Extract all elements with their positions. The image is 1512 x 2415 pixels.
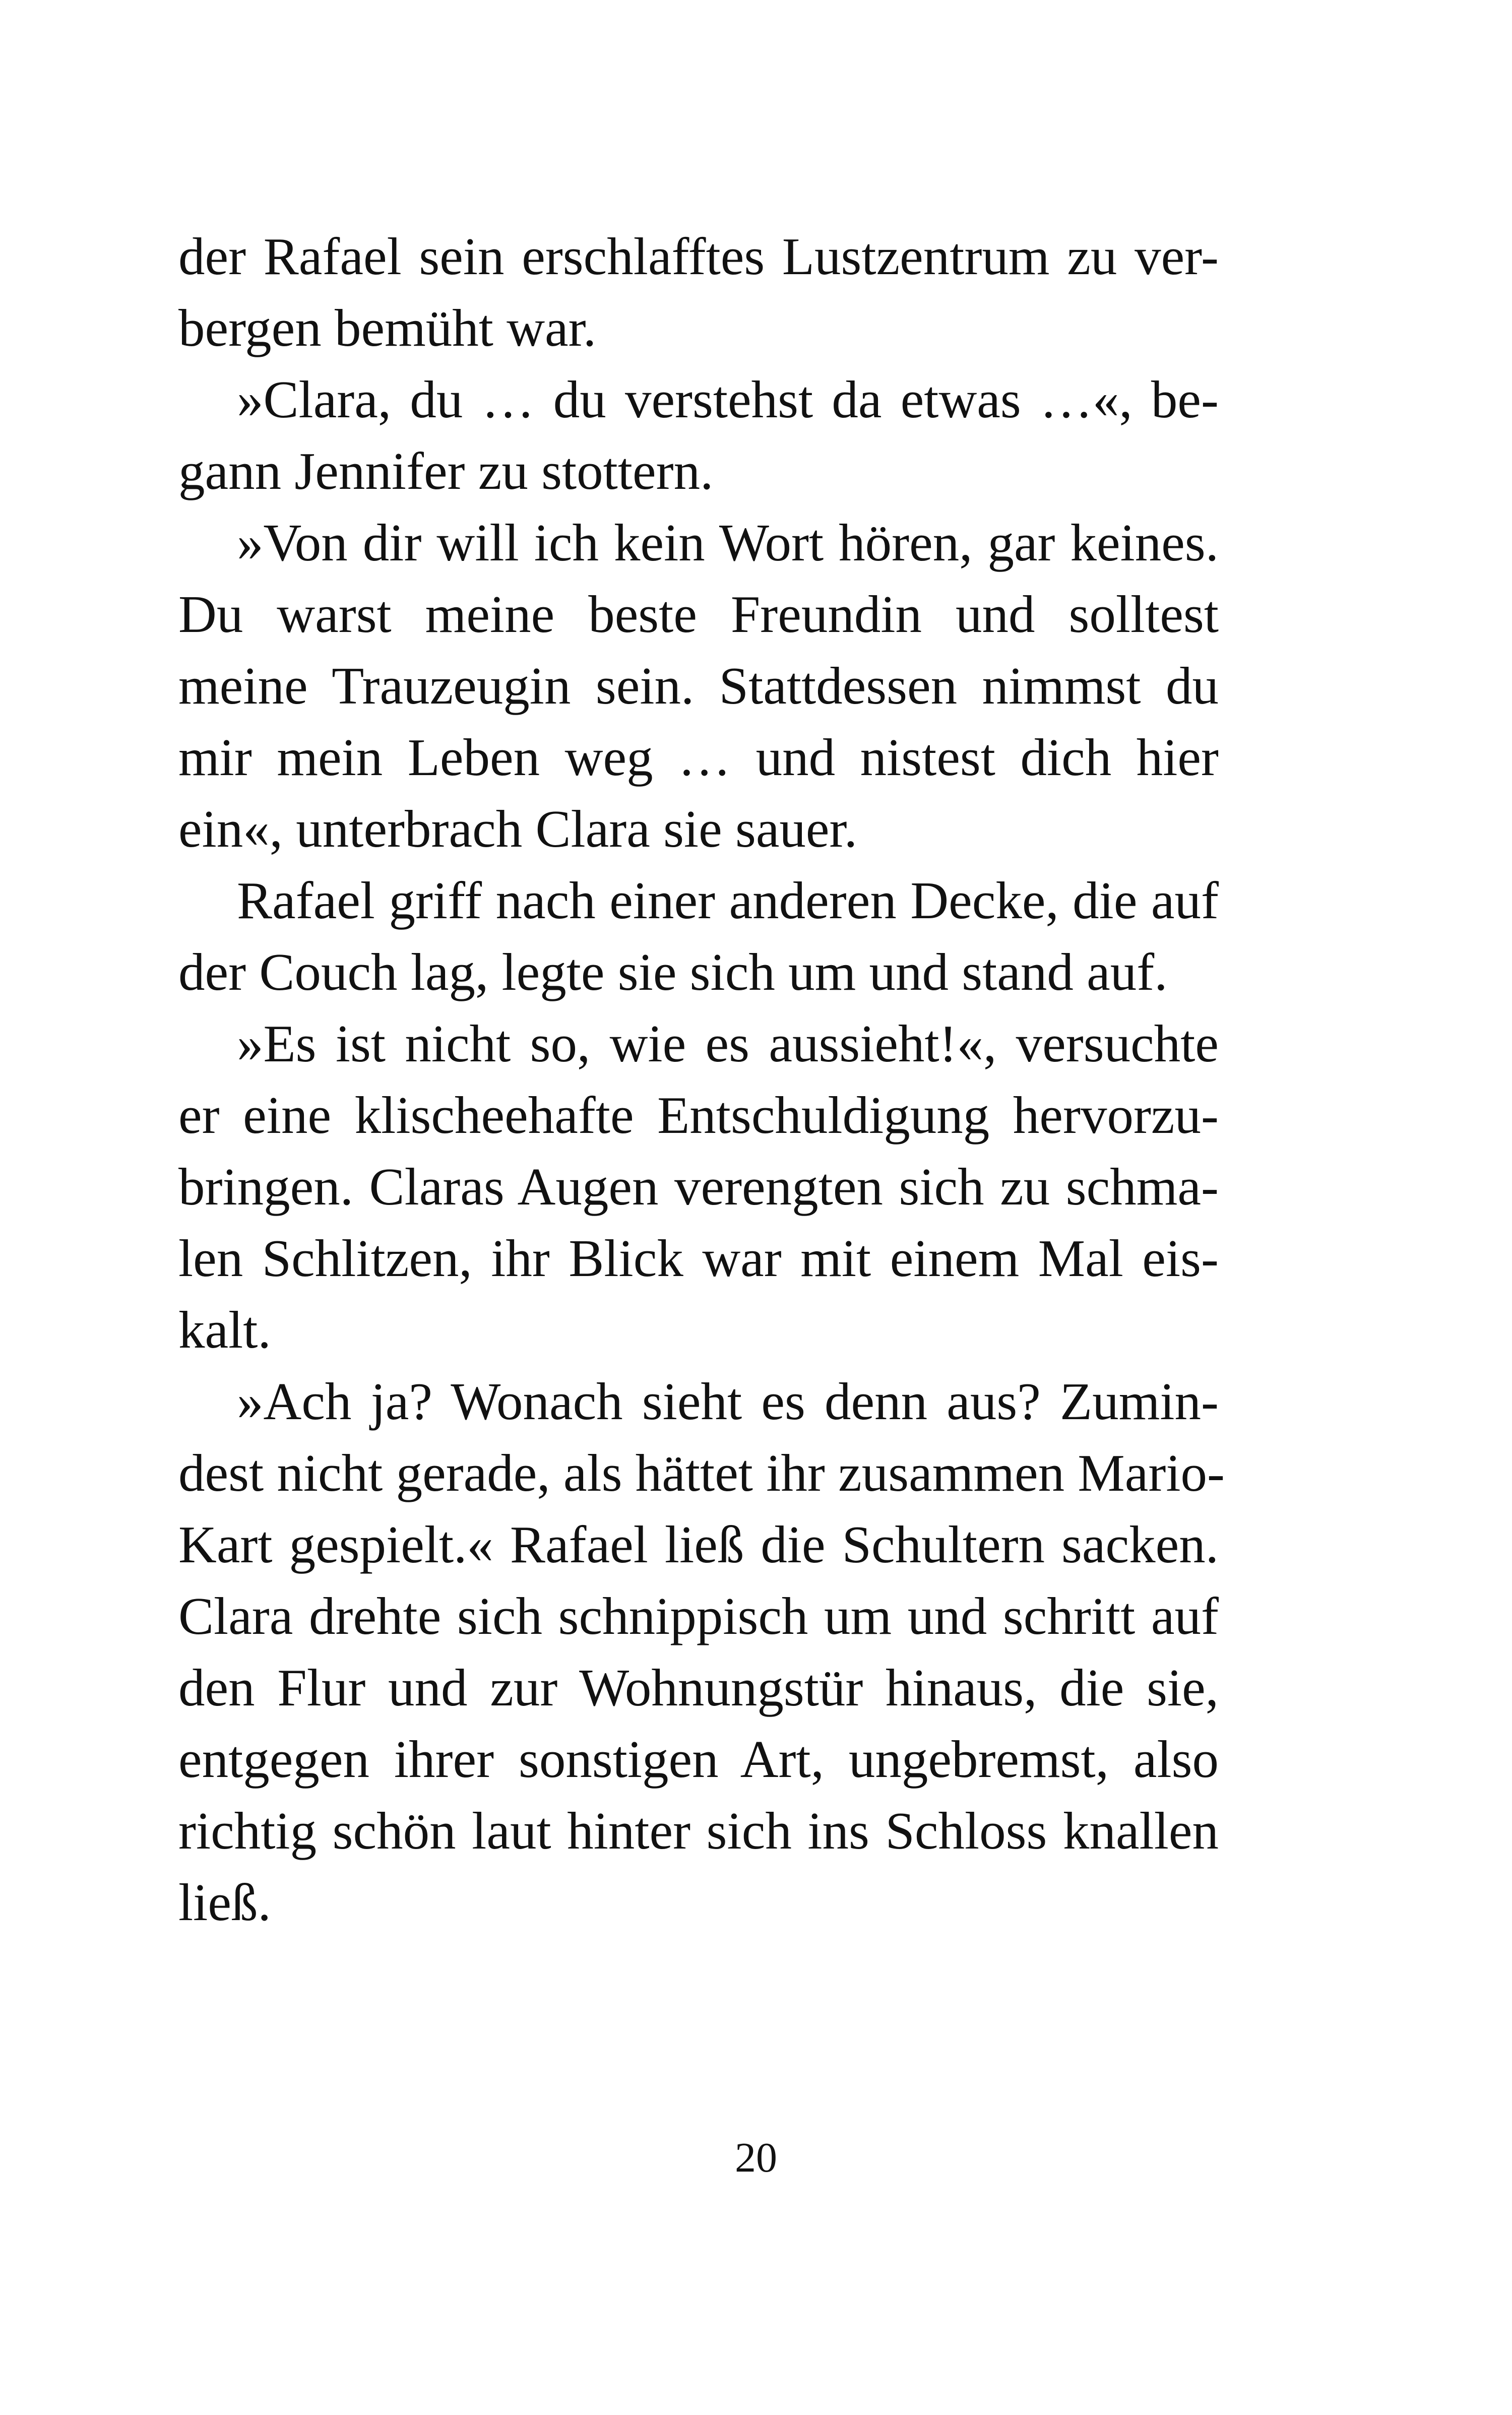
text-line: meine Trauzeugin sein. Stattdessen nimmst du — [178, 656, 1219, 715]
text-line: er eine klischeehafte Entschuldigung hervorzu- — [178, 1086, 1219, 1145]
text-line: »Clara, du … du verstehst da etwas …«, be- — [237, 370, 1219, 429]
text-line: ein«, unterbrach Clara sie sauer. — [178, 799, 857, 858]
text-line: bringen. Claras Augen verengten sich zu schma- — [178, 1157, 1219, 1216]
text-line: mir mein Leben weg … und nistest dich hier — [178, 728, 1219, 787]
text-line: der Rafael sein erschlafftes Lustzentrum zu ver- — [178, 227, 1219, 286]
text-line: den Flur und zur Wohnungstür hinaus, die sie, — [178, 1658, 1219, 1717]
text-line: richtig schön laut hinter sich ins Schloss knallen — [178, 1801, 1219, 1860]
text-line: der Couch lag, legte sie sich um und stand auf. — [178, 942, 1168, 1001]
text-line: bergen bemüht war. — [178, 298, 597, 357]
text-line: Kart gespielt.« Rafael ließ die Schultern sacken. — [178, 1515, 1219, 1574]
text-line: Clara drehte sich schnippisch um und schritt auf — [178, 1586, 1219, 1645]
text-line: kalt. — [178, 1300, 271, 1359]
text-line: »Von dir will ich kein Wort hören, gar keines. — [237, 513, 1219, 572]
text-line: Du warst meine beste Freundin und solltest — [178, 585, 1219, 644]
page-number: 20 — [735, 2134, 777, 2181]
body-text — [178, 221, 1225, 1938]
text-line: gann Jennifer zu stottern. — [178, 441, 714, 500]
text-line: »Es ist nicht so, wie es aussieht!«, versuchte — [237, 1014, 1219, 1073]
text-line: dest nicht gerade, als hättet ihr zusammen Mario- — [178, 1443, 1225, 1502]
text-line: »Ach ja? Wonach sieht es denn aus? Zumin- — [237, 1372, 1219, 1431]
text-line: len Schlitzen, ihr Blick war mit einem Mal eis- — [178, 1229, 1219, 1288]
text-line: ließ. — [178, 1873, 271, 1932]
text-line: entgegen ihrer sonstigen Art, ungebremst, also — [178, 1730, 1219, 1789]
text-line: Rafael griff nach einer anderen Decke, die auf — [237, 871, 1219, 930]
